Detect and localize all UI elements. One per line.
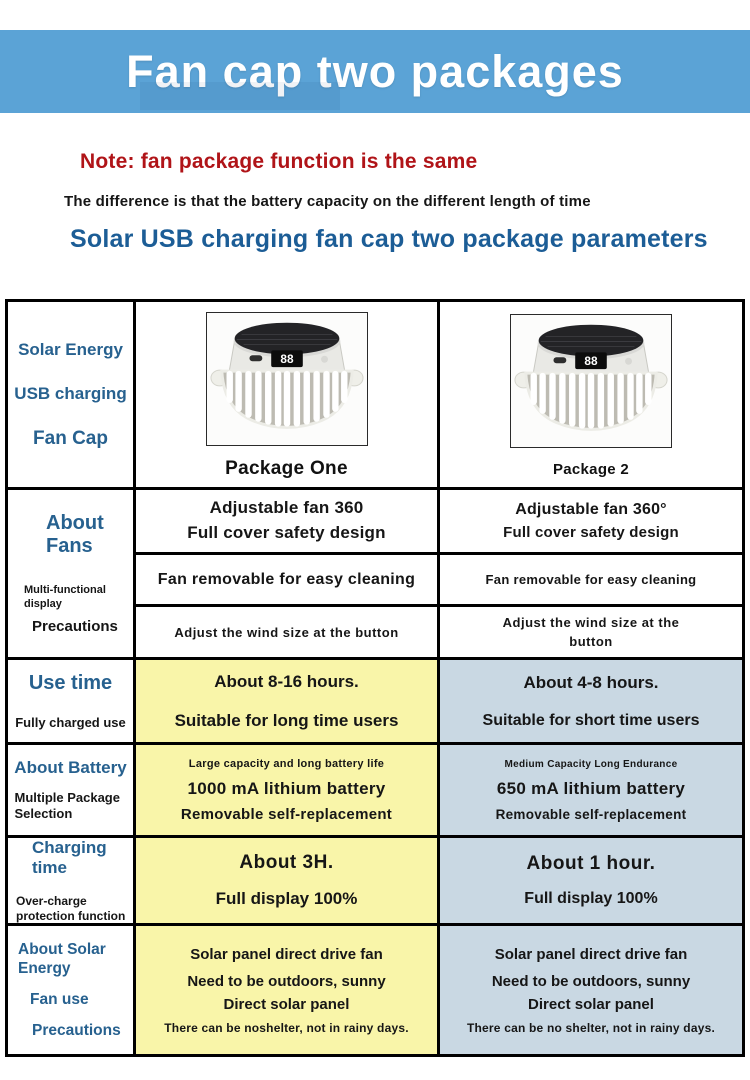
spec-text: Large capacity and long battery life: [188, 757, 385, 770]
about-solar-row: [8, 923, 742, 1054]
page-title: Fan cap two packages: [126, 45, 624, 97]
package-two-header-cell: [440, 302, 742, 487]
spec-text: Medium Capacity Long Endurance: [504, 758, 678, 770]
fans-p1-row1-cell: [136, 490, 440, 552]
row-subtitle: Fan use: [30, 991, 89, 1009]
note-text: Note: fan package function is the same: [80, 150, 478, 173]
table-header-row: [8, 302, 742, 487]
header-left-cell: [8, 302, 136, 487]
charging-label-cell: [8, 838, 136, 923]
spec-text: Need to be outdoors, sunny: [491, 972, 691, 990]
solar-p1-cell: [136, 926, 440, 1054]
product-name-line: USB charging: [14, 383, 127, 403]
package-one-header-cell: [136, 302, 440, 487]
spec-text: Full cover safety design: [187, 523, 386, 542]
product-photo-package-one: [206, 312, 368, 446]
solar-p2-cell: [440, 926, 742, 1054]
row-title: About Solar Energy: [18, 940, 106, 977]
fan-cap-illustration: [208, 314, 366, 444]
use-time-p1-cell: [136, 660, 440, 742]
spec-text: Direct solar panel: [528, 995, 654, 1013]
row-title: Charging time: [32, 838, 107, 877]
charging-p2-cell: [440, 838, 742, 923]
fans-p2-row3-cell: [440, 604, 742, 657]
about-fans-label-cell: [8, 490, 136, 657]
spec-text: Fan removable for easy cleaning: [485, 572, 697, 587]
spec-text: About 3H.: [239, 852, 334, 873]
header-banner: [0, 30, 750, 113]
spec-text: Adjust the wind size at the button: [502, 614, 680, 649]
spec-text: Adjustable fan 360°: [515, 500, 667, 518]
spec-text: Fan removable for easy cleaning: [157, 570, 416, 588]
spec-table: [5, 299, 745, 1057]
banner-shade: [140, 82, 340, 110]
row-title: Use time: [28, 672, 113, 694]
spec-text: Full display 100%: [215, 889, 358, 908]
spec-text: Removable self-replacement: [180, 805, 393, 823]
spec-text: Removable self-replacement: [495, 806, 687, 822]
row-title: About Battery: [14, 758, 127, 778]
row-subtitle: Over-charge protection function: [16, 893, 126, 923]
battery-p2-cell: [440, 745, 742, 835]
row-subtitle: Multi-functional display: [24, 583, 106, 610]
spec-text: Adjust the wind size at the button: [174, 624, 399, 640]
product-name-line: Fan Cap: [33, 427, 108, 449]
row-subtitle: Precautions: [32, 618, 118, 636]
spec-text: Solar panel direct drive fan: [494, 945, 688, 963]
subtitle-text: The difference is that the battery capacity on the different length of time: [64, 193, 591, 210]
charging-p1-cell: [136, 838, 440, 923]
product-name-line: Solar Energy: [18, 339, 123, 359]
row-title: About Fans: [46, 511, 104, 557]
section-title: Solar USB charging fan cap two package parameters: [70, 225, 708, 253]
spec-text: Suitable for short time users: [482, 711, 700, 729]
spec-text: Need to be outdoors, sunny: [187, 972, 386, 990]
solar-label-cell: [8, 926, 136, 1054]
battery-p1-cell: [136, 745, 440, 835]
spec-text: Full cover safety design: [503, 523, 679, 541]
spec-text: Adjustable fan 360: [209, 498, 364, 518]
spec-text: There can be no shelter, not in rainy days.: [466, 1020, 715, 1035]
spec-text: About 1 hour.: [526, 853, 656, 874]
package-two-label: Package 2: [552, 460, 630, 478]
row-subtitle: Fully charged use: [15, 715, 126, 730]
fan-cap-illustration: [512, 316, 670, 446]
fans-p2-row2-cell: [440, 552, 742, 604]
row-subtitle: Multiple Package Selection: [14, 790, 120, 821]
fans-p1-row2-cell: [136, 552, 440, 604]
about-battery-row: [8, 742, 742, 835]
spec-text: Direct solar panel: [223, 995, 350, 1013]
use-time-row: [8, 657, 742, 742]
row-subtitle: Precautions: [32, 1022, 121, 1040]
spec-text: There can be noshelter, not in rainy days.: [164, 1020, 409, 1035]
spec-text: 650 mA lithium battery: [496, 778, 686, 798]
spec-text: About 8-16 hours.: [214, 671, 359, 691]
product-photo-package-two: [510, 314, 672, 448]
spec-text: Full display 100%: [524, 890, 658, 907]
fans-p2-row1-cell: [440, 490, 742, 552]
spec-text: 1000 mA lithium battery: [187, 778, 386, 798]
about-fans-section: [8, 487, 742, 657]
use-time-label-cell: [8, 660, 136, 742]
package-one-label: Package One: [225, 457, 348, 479]
battery-label-cell: [8, 745, 136, 835]
use-time-p2-cell: [440, 660, 742, 742]
svg-text:88: 88: [279, 351, 294, 366]
fans-p1-row3-cell: [136, 604, 440, 657]
spec-text: Solar panel direct drive fan: [190, 945, 383, 963]
spec-text: About 4-8 hours.: [523, 672, 659, 692]
spec-text: Suitable for long time users: [174, 710, 399, 730]
svg-text:88: 88: [584, 353, 598, 368]
charging-time-row: [8, 835, 742, 923]
